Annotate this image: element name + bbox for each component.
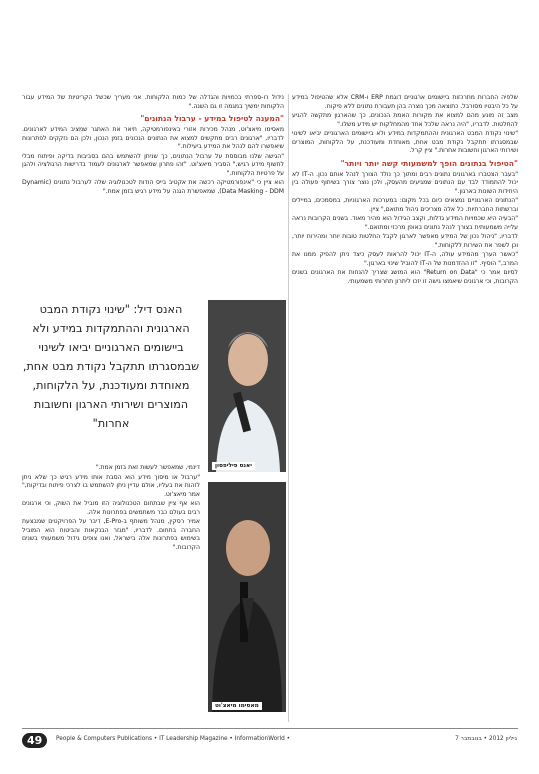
paragraph: לסיום אמר כי "Return on Data" הוא המושג שצריך להנחות את הארגונים בשנים הקרובות, וכי ארגונים שיאמצו גישה זו יזכו ליתרון תחרותי משמעותי. (292, 269, 518, 285)
speaker-photo (208, 300, 286, 472)
footer-rule (22, 728, 518, 729)
paragraph: אמיר רסקין, מנהל משותף ב-E-Pro, דיבר על הפרויקטים שמבצעת החברה בתחום. לדבריו, "מגזר הבנקאות והביטוח הוא המוביל בשימוש בפתרונות אלה בישראל, ואנו צופים גידול משמעותי בשנים הקרובות." (22, 518, 200, 551)
pull-quote: האנס דיל: "שינוי נקודת המבט הארגונית וההתמקדות במידע ולא ביישומים הארגוניים יביאו לשינוי שבמסגרתו תתקבל נקודת מבט אחת, מאוחדת ומעודכנת, על הלקוחות, המוצרים ושירותי הארגון וחשובות אחרות" (22, 303, 200, 430)
portrait-illustration (208, 300, 286, 472)
right-column-top (292, 94, 518, 287)
paragraph: מצב זה מונע מהם למצוא את מקורות האמת הנכונים, כך שהארגון מתקשה להגיע להחלטות. לדבריו, "היה נראה שלכל אחד מהמחלקות יש מידע משלו." (292, 112, 518, 128)
photo-caption: מאסימו מיאצ'וט (212, 702, 262, 710)
paragraph: "כאשר הערך מהמידע עולה, ה-IT יכול להראות לעסק כיצד ניתן להפיק ממנו את המרב," הוסיף. "זו ההזדמנות של ה-IT להוביל שינוי בארגון." (292, 251, 518, 267)
paragraph: הוא אף ציין שבתחום הטכנולוגיה הזו מוביל את השוק, וכי ארגונים רבים בעולם כבר משתמשים בפתרונות אלה. (22, 500, 200, 516)
footer-issue: גיליון 2012 • בנובמבר 7 (455, 736, 517, 742)
paragraph: נידול רו-ספרתי בכמויות והגדלה של כמות הלקוחות. אני מעריך שכשל הקריטיות של המידע עבור הלקוחות ימשיך במגמה זו גם השנה." (22, 94, 284, 110)
paragraph: "הבעיה היא שכמויות המידע גדלות, וקצב הגידול הוא מהיר מאוד. בשנים הקרובות נראה עלייה משמעותית בצורך לנהל נתונים באופן מרכזי ומתואם." (292, 215, 518, 231)
paragraph: "ערבול או מיסוך מידע הוא הסבת אותו מידע רגיש כך שלא ניתן לזהות את בעליו, אולם עדיין ניתן להשתמש בו לצרכי פיתוח ובדיקות," אמר מיאצ'וט. (22, 473, 200, 498)
section-heading: "המענה לטיפול במידע - ערבול הנתונים" (140, 114, 284, 123)
paragraph: הוא ציין כי "אינפורמטיקה רכשה את אקטיב בייס הודות לטכנולוגיה שלה לערבול נתונים (Dynamic Data Masking - DDM), שמאפשרת הגנה על מידע רגיש בזמן אמת." (22, 179, 284, 195)
speaker-photo (208, 482, 286, 712)
paragraph: "שינוי נקודת המבט הארגונית וההתמקדות במידע ולא ביישומים הארגוניים יביאו לשינוי שבמסגרתו תתקבל נקודת מבט אחת, מאוחדת ומעודכנת, על הלקוחות, המוצרים ושירותי הארגון וחשובות אחרות." ציין קרל. (292, 130, 518, 154)
paragraph: שלפיה החברות מתרכזות ביישומים ארגוניים דוגמת ERP ו-CRM אלא שהטיפול במידע על כל היבטיו מסורבל. כתוצאה מכך נוצרה בהן תעבורת נתונים ללא פיקוח. (292, 94, 518, 110)
page-number: 49 (22, 733, 47, 748)
footer-publication: People & Computers Publications • IT Leadership Magazine • InformationWorld • (56, 736, 291, 742)
paragraph: "בעבר הצטברו בארגונים נתונים רבים ומתוך כך נולד הצורך לנהל אותם נכון. ה-IT לא יכול להתמודד לבד עם הנתונים שמגיעים מהעסק, ולכן נוצר צורך בשיתוף פעולה בין היחידות השונות בארגון." (292, 170, 518, 195)
portrait-illustration (208, 482, 286, 712)
left-column-top (22, 94, 284, 197)
paragraph: "הגישה שלנו מבוססת על ערבול הנתונים, כך שניתן להשתמש בהם בסביבות בדיקה ופיתוח מבלי לחשוף מידע רגיש," הסביר מיאצ'וט. "זהו פתרון שמאפשר לארגונים לעמוד בדרישות הרגולציה ולהגן על פרטיות הלקוחות." (22, 152, 284, 177)
paragraph: דינמי, שמאפשר לעשות זאת בזמן אמת." (95, 464, 200, 471)
section-heading: "הטיפול בנתונים הופך למשמעותי קשה יותר ויותר" (340, 158, 518, 168)
photo-caption: יאנס פיליפסון (212, 462, 255, 470)
column-divider (288, 94, 289, 722)
left-column-bottom (22, 464, 200, 553)
paragraph: מאסימו מיאצ'וט, מנהל מכירות אזורי באינפורמטיקה, תיאר את האתגר שמציב המידע לארגונים. לדבריו, "ארגונים רבים מתקשים למצוא את הנתונים הנכונים בזמן הנכון, ולכן הם נזקקים לפתרונות שיאפשרו להם לנהל את המידע ביעילות." (22, 126, 284, 150)
paragraph: לדבריו, "ניהול נכון של המידע מאפשר לארגון לקבל החלטות טובות יותר ומהירות יותר, וכן לשפר את השירות ללקוחות." (292, 233, 518, 249)
paragraph: "הנתונים הארגוניים נמצאים כיום בכל מקום: במערכות הארגוניות, במסמכים, במיילים וברשתות החברתיות. כל אלה מצריכים ניהול מתואם," ציין. (292, 197, 518, 213)
